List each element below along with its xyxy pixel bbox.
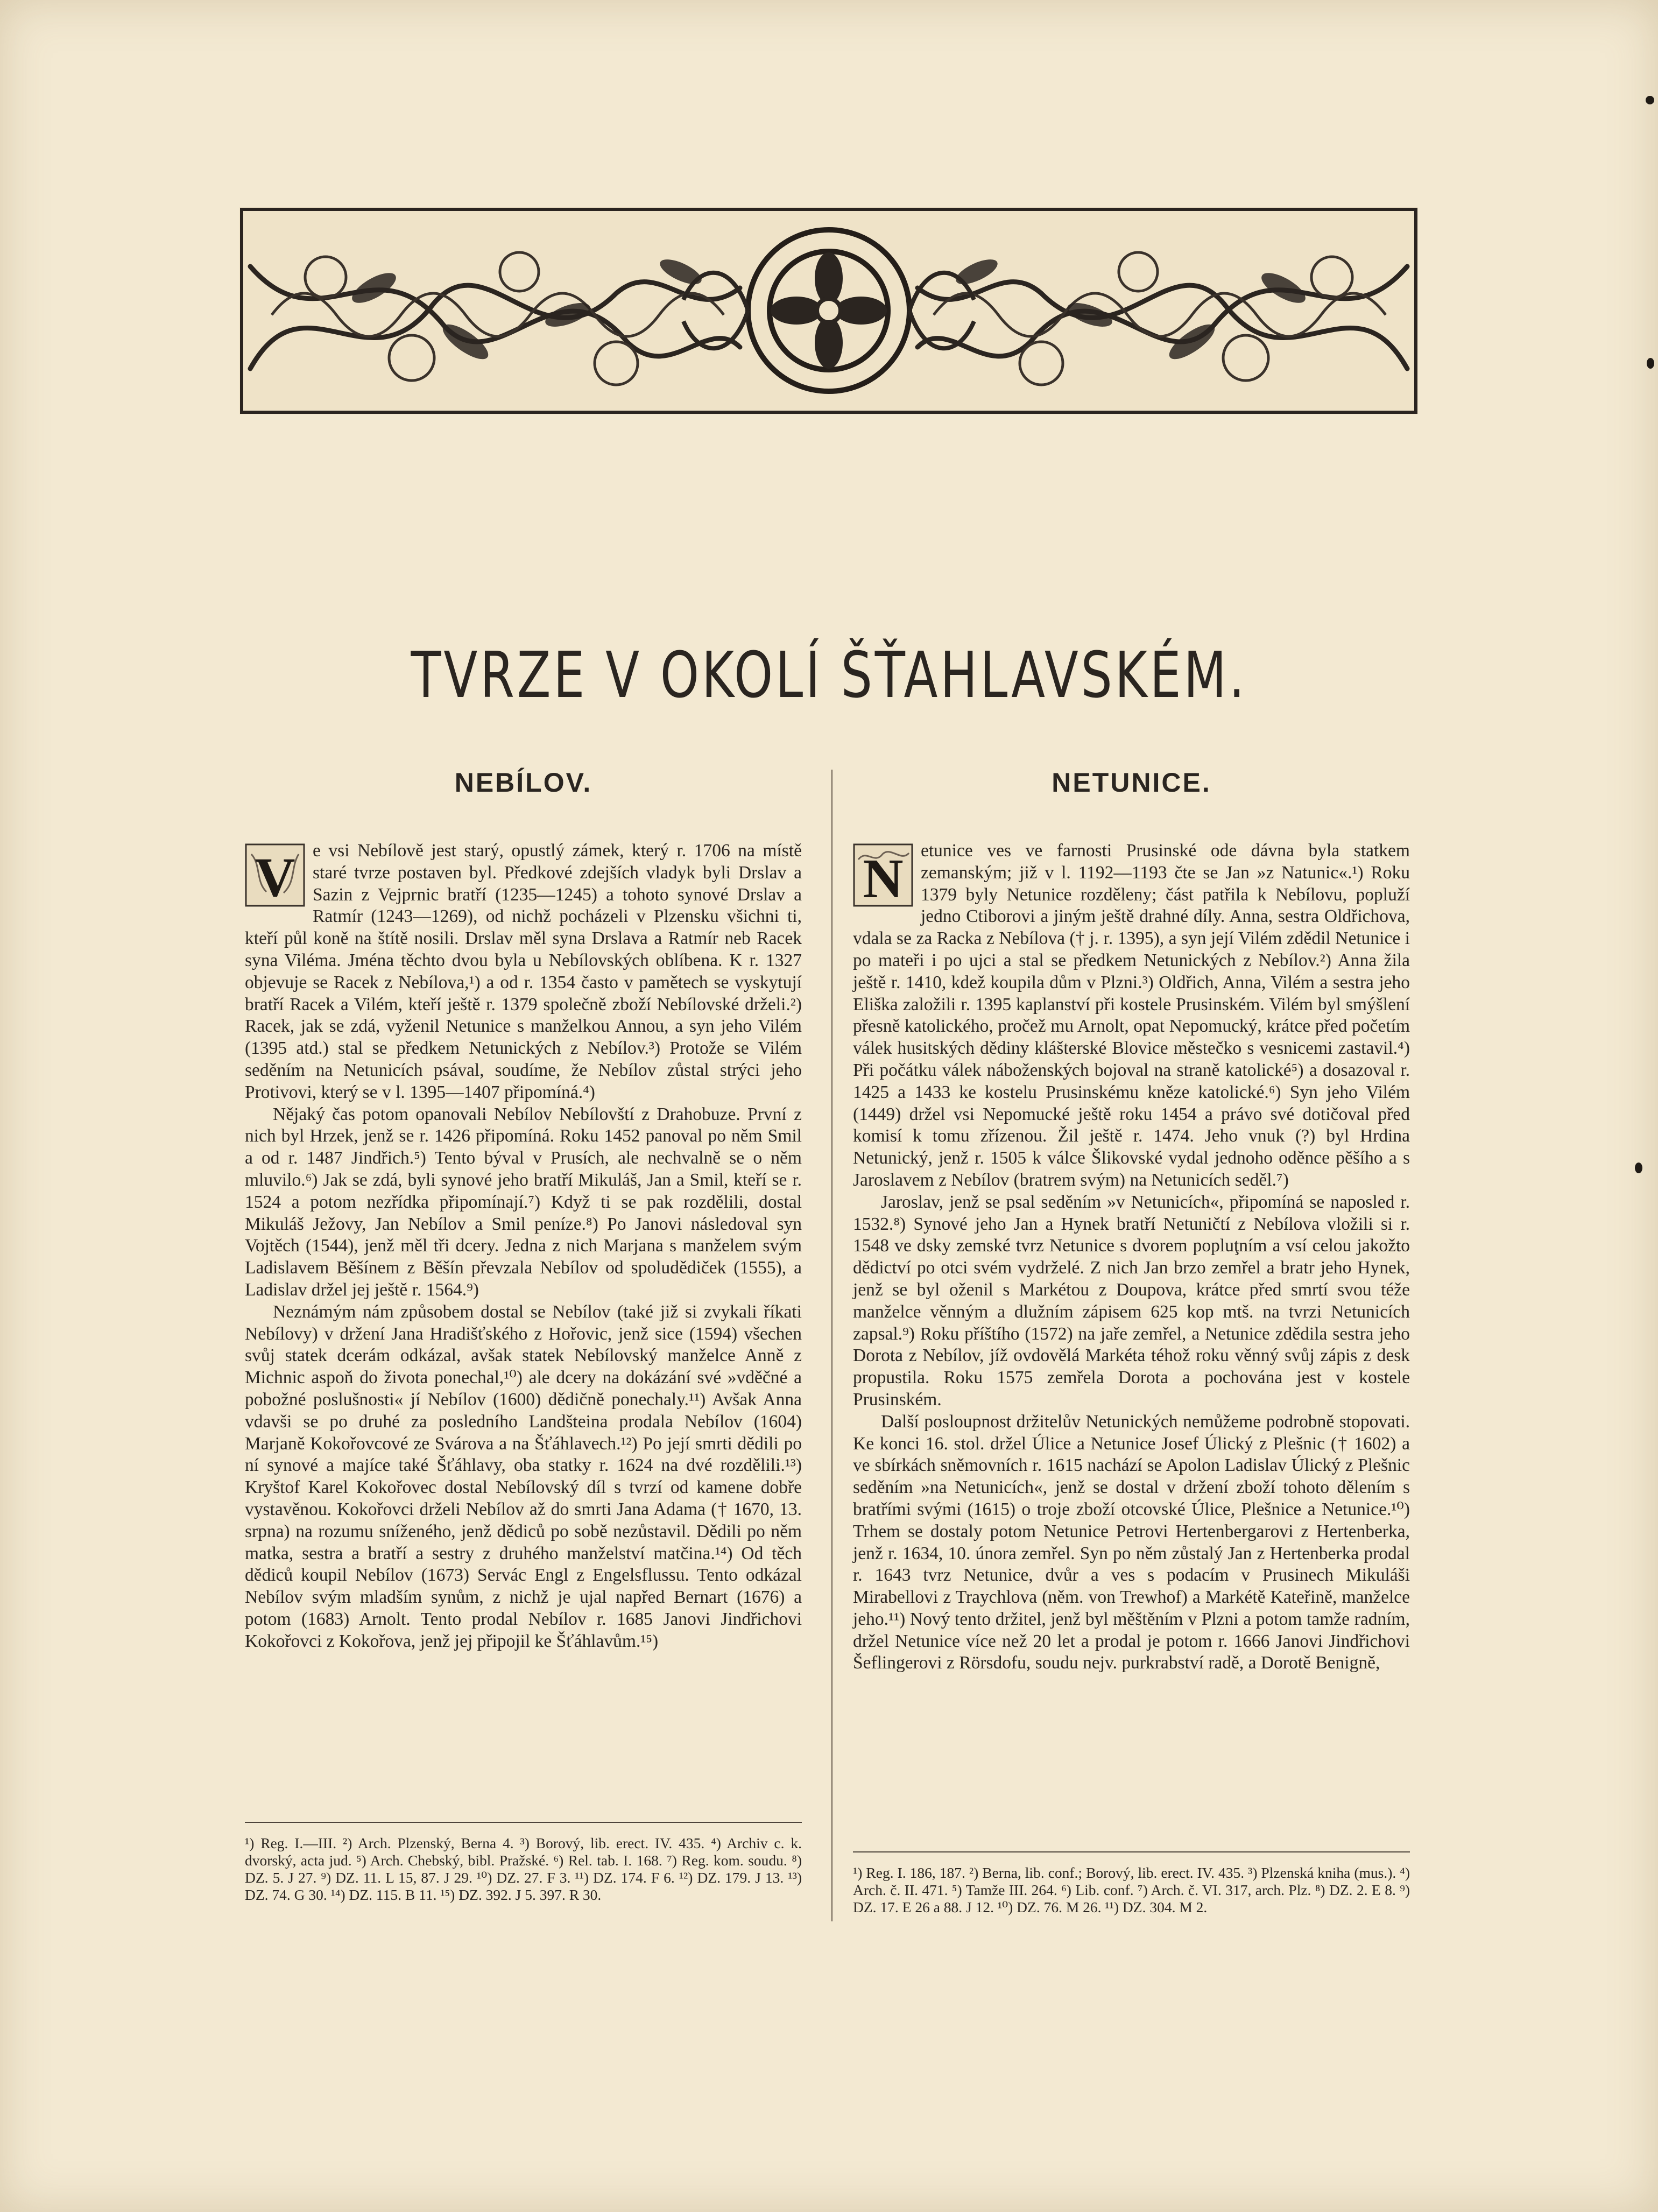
- column-nebilov: [245, 751, 802, 1652]
- ornamental-header-icon: [239, 207, 1418, 414]
- dropcap-n-icon: [853, 843, 913, 907]
- section-heading-netunice: NETUNICE.: [1052, 767, 1211, 798]
- paragraph: Neznámým nám způsobem dostal se Nebílov (také již si zvykali říkati Nebílovy) v držení Jana Hradišťského z Hořovic, jenž sice (1594) všechen svůj statek dcerám odkázal, avšak statek Nebílovský manželce Anně z Michnic aspoň do života ponechal,¹⁰) ale dcery na dokázání své »vděčné a pobožné poslušnosti« jí Nebílov (1600) dědičně ponechaly.¹¹) Avšak Anna vdavši se po druhé za posledního Landšteina prodala Nebílov (1604) Marjaně Kokořovcové ze Svárova a na Šťáhlavech.¹²) Po její smrti dědili po ní synové a majíce také Šťáhlavy, oba statky r. 1624 na dvé rozdělili.¹³) Kryštof Karel Kokořovec dostal Nebílovský díl s tvrzí od kamene dobře vystavěnou. Kokořovci drželi Nebílov až do smrti Jana Adama († 1670, 13. srpna) na rozumu sníženého, jenž dědiců po sobě nezůstavil. Dědili po něm matka, sestra a bratří a sestry z druhého manželství matčina.¹⁴) Od těch dědiců koupil Nebílov (1673) Servác Engl z Engelsflussu. Tento odkázal Nebílov svým mladším synům, z nichž je ujal napřed Bernart (1676) a potom (1683) Arnolt. Tento prodal Nebílov r. 1685 Janovi Jindřichovi Kokořovci z Kokořova, jenž jej připojil ke Šťáhlavům.¹⁵): [245, 1301, 802, 1651]
- section-heading-nebilov: NEBÍLOV.: [454, 767, 592, 798]
- dropcap-v-letter: V: [255, 847, 295, 907]
- paragraph: Jaroslav, jenž se psal seděním »v Netunicích«, připomíná se naposled r. 1532.⁸) Synové jeho Jan a Hynek bratří Netuničtí z Nebílova vložili si r. 1548 ve dsky zemské tvrz Netunice s dvorem popluţním a vsí celou jakožto dědictví po otci svém vydrželé. Z nich Jan brzo zemřel a bratr jeho Hynek, jenž se byl oženil s Markétou z Doupova, krátce před smrtí svou téže manželce věnným a dlužním zápisem 625 kop mtš. na tvrzi Netunicích zapsal.⁹) Roku příštího (1572) na jaře zemřel, a Netunice zdědila sestra jeho Dorota z Nebílov, jíž ovdovělá Markéta téhož roku věnný svůj zápis z desk propustila. Roku 1575 zemřela Dorota a pochována jest v kostele Prusinském.: [853, 1192, 1410, 1410]
- footnotes-nebilov: ¹) Reg. I.—III. ²) Arch. Plzenský, Berna 4. ³) Borový, lib. erect. IV. 435. ⁴) Archiv c. k. dvorský, acta jud. ⁵) Arch. Chebský, bibl. Pražské. ⁶) Rel. tab. I. 168. ⁷) Reg. kom. soudu. ⁸) DZ. 5. J 27. ⁹) DZ. 11. L 15, 87. J 29. ¹⁰) DZ. 27. F 3. ¹¹) DZ. 174. F 6. ¹²) DZ. 179. J 13. ¹³) DZ. 74. G 30. ¹⁴) DZ. 115. B 11. ¹⁵) DZ. 392. J 5. 397. R 30.: [245, 1822, 802, 1904]
- footnotes-netunice: ¹) Reg. I. 186, 187. ²) Berna, lib. conf.; Borový, lib. erect. IV. 435. ³) Plzenská kniha (mus.). ⁴) Arch. č. II. 471. ⁵) Tamže III. 264. ⁶) Lib. conf. ⁷) Arch. č. VI. 317, arch. Plz. ⁸) DZ. 2. E 8. ⁹) DZ. 17. E 26 a 88. J 12. ¹⁰) DZ. 76. M 26. ¹¹) DZ. 304. M 2.: [853, 1851, 1410, 1916]
- paragraph: e vsi Nebílově jest starý, opustlý zámek, který r. 1706 na místě staré tvrze postaven byl. Předkové zdejších vladyk byli Drslav a Sazin z Vejprnic bratří (1235—1245) a tohoto synové Drslav a Ratmír (1243—1269), od nichž pocházeli v Plzensku všichni ti, kteří půl koně na štítě nosili. Drslav měl syna Drslava a Ratmír neb Racek syna Viléma. Jména těchto dvou byla u Nebílovských oblíbena. K r. 1327 objevuje se Racek z Nebílova,¹) a od r. 1354 často v pamětech se vyskytují bratří Racek a Vilém, kteří ještě r. 1379 společně zboží Nebílovské drželi.²) Racek, jak se zdá, vyženil Netunice s manželkou Annou, a syn jeho Vilém (1395 atd.) stal se předkem Netunických z Nebílov.³) Protože se Vilém seděním na Netunicích psával, soudíme, že Nebílov zůstal strýci jeho Protivovi, který se v l. 1395—1407 připomíná.⁴): [245, 841, 802, 1102]
- column-divider: [831, 770, 832, 1921]
- dropcap-v-icon: [245, 843, 305, 907]
- page-title: TVRZE V OKOLÍ ŠŤAHLAVSKÉM.: [411, 638, 1247, 712]
- column-netunice: [853, 751, 1410, 1674]
- paragraph: Nějaký čas potom opanovali Nebílov Nebílovští z Drahobuze. První z nich byl Hrzek, jenž se r. 1426 připomíná. Roku 1452 panoval po něm Smil a od r. 1487 Jindřich.⁵) Tento býval v Prusích, ale nechvalně se o něm mluvilo.⁶) Jak se zdá, byli synové jeho bratří Mikuláš, Jan a Smil, kteří se r. 1524 a potom nezřídka připomínají.⁷) Když ti se pak rozdělili, dostal Mikuláš Ježovy, Jan Nebílov a Smil peníze.⁸) Po Janovi následoval syn Vojtěch (1544), jenž měl tři dcery. Jedna z nich Marjana s manželem svým Ladislavem Běšínem z Běšín převzala Nebílov od spoludědiček (1555), a Ladislav držel jej ještě r. 1564.⁹): [245, 1104, 802, 1300]
- margin-mark: [1646, 96, 1654, 104]
- paragraph: Další posloupnost držitelův Netunických nemůžeme podrobně stopovati. Ke konci 16. stol. držel Úlice a Netunice Josef Úlický z Plešnic († 1602) a ve sbírkách sněmovních r. 1615 nachází se Apolon Ladislav Úlický z Plešnic seděním »na Netunicích«, jenž se dostal v držení zboží tohoto dělením s bratřími svými (1615) o troje zboží otcovské Úlice, Plešnice a Netunice.¹⁰) Trhem se dostaly potom Netunice Petrovi Hertenbergarovi z Hertenberka, jenž r. 1634, 10. února zemřel. Syn po něm zůstalý Jan z Hertenberka prodal r. 1643 tvrz Netunice, dvůr a ves s podacím v Prusinech Mikuláši Mirabellovi z Traychlova (něm. von Trewhof) a Markétě Kateřině, manželce jeho.¹¹) Nový tento držitel, jenž byl měštěním v Plzni a potom tamže radním, držel Netunice více než 20 let a prodal je potom r. 1666 Janovi Jindřichovi Šeflingerovi z Rörsdofu, soudu nejv. purkrabství radě, a Dorotě Benigně,: [853, 1411, 1410, 1673]
- paragraph: etunice ves ve farnosti Prusinské ode dávna byla statkem zemanským; již v l. 1192—1193 čte se Jan »z Natunic«.¹) Roku 1379 byly Netunice rozděleny; část patřila k Nebílovu, popluží jedno Ctiborovi a jiným ještě drahné díly. Anna, sestra Oldřichova, vdala se za Racka z Nebílova († j. r. 1395), a syn její Vilém zdědil Netunice i po mateři i po ujci a stal se předkem Netunických z Nebílov.²) Anna žila ještě r. 1410, kdež koupila dům v Plzni.³) Oldřich, Anna, Vilém a sestra jeho Eliška založili r. 1395 kaplanství při kostele Prusinském. Vilém byl smýšlení přesně katolického, pročež mu Arnolt, opat Nepomucký, krátce před početím válek husitských dědiny klášterské Blovice městečko s vesnicemi zastavil.⁴) Při počátku válek náboženských bojoval na straně katolické⁵) a dosazoval r. 1425 a 1433 ke kostelu Prusinskému kněze katolické.⁶) Syn jeho Vilém (1449) držel vsi Nepomucké ještě roku 1454 a právo své dotičoval před komisí k tomu zřízenou. Žil ještě r. 1474. Jeho vnuk (?) byl Hrdina Netunický, jenž r. 1505 k válce Šlikovské vydal jednoho oděnce pěšího a s Jaroslavem z Nebílov (bratrem svým) na Netunicích seděl.⁷): [853, 841, 1410, 1190]
- margin-mark: [1635, 1163, 1642, 1173]
- dropcap-n-letter: N: [863, 848, 904, 907]
- margin-mark: [1647, 358, 1654, 369]
